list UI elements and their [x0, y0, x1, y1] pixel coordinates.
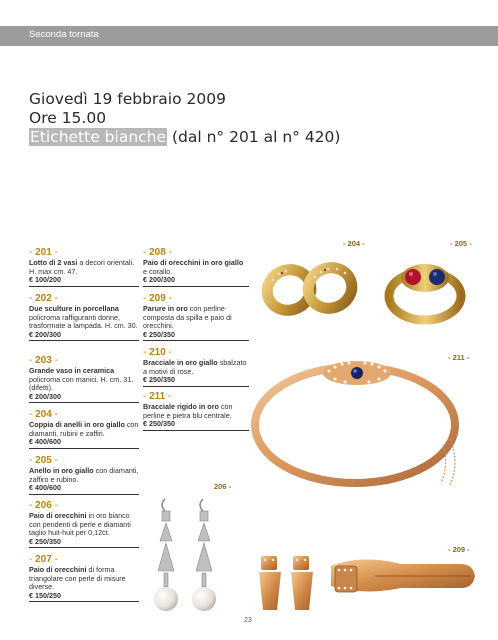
lot-price: € 200/300 [29, 393, 139, 404]
lot-number: - 208 - [143, 247, 172, 258]
lot-number: - 204 - [29, 409, 58, 420]
lot-desc: con perline composta da spilla e paio di orecchini. [143, 304, 232, 331]
lot-title: Bracciale in oro giallo [143, 358, 218, 367]
lot-number: - 203 - [29, 355, 58, 366]
lot-desc: e corallo. [143, 266, 173, 276]
page-number: 23 [244, 617, 252, 624]
lot-desc: policroma con manici. H. cm. 31. (difetti). [29, 374, 134, 393]
lot-number: - 202 - [29, 293, 58, 304]
lot-price: € 250/350 [143, 331, 249, 342]
lot-price: € 250/350 [29, 538, 139, 549]
lot-number: - 201 - [29, 247, 58, 258]
lot-205 [29, 455, 139, 496]
lot-price: € 150/250 [29, 592, 139, 603]
bangle-bracelet-image [245, 335, 475, 495]
lot-title: Grande vaso in ceramica [29, 366, 115, 375]
photo-label-204: - 204 - [343, 239, 365, 248]
section-header-bar [0, 26, 498, 46]
lot-price: € 400/600 [29, 484, 139, 495]
lot-206 [29, 500, 139, 549]
session-range: (dal n° 201 al n° 420) [167, 128, 341, 146]
lot-title: Bracciale rigido in oro [143, 402, 219, 411]
lot-204 [29, 409, 139, 450]
gold-parure-image [255, 552, 477, 614]
session-label-highlight: Etichette bianche [30, 128, 167, 146]
lot-desc: in oro bianco con pendenti di perle e diamanti taglio huit-huit per 0,12ct. [29, 511, 131, 538]
lot-price: € 250/350 [143, 376, 249, 387]
lot-title: Parure in oro [143, 304, 188, 313]
lot-price: € 100/200 [29, 276, 139, 287]
lot-number: - 206 - [29, 500, 58, 511]
session-labels [29, 128, 340, 147]
lot-title: Due sculture in porcellana [29, 304, 119, 313]
lot-price: € 200/300 [143, 276, 249, 287]
lot-number: - 209 - [143, 293, 172, 304]
lot-number: - 207 - [29, 554, 58, 565]
pair-of-rings-image [255, 250, 365, 322]
lot-title: Anello in oro giallo [29, 466, 94, 475]
photo-label-205: - 205 - [450, 239, 472, 248]
lot-desc: di forma triangolare con perle di misure diverse. [29, 565, 126, 592]
lot-title: Paio di orecchini [29, 511, 87, 520]
photo-label-209: - 209 - [448, 545, 470, 554]
pearl-earrings-image [145, 493, 240, 618]
lot-title: Paio di orecchini [29, 565, 87, 574]
lot-211 [143, 391, 249, 432]
session-time: Ore 15.00 [29, 109, 107, 127]
lot-desc: con diamanti, zaffiro e rubino. [29, 466, 139, 484]
session-info [29, 90, 340, 147]
lot-208 [143, 247, 249, 288]
lot-207 [29, 554, 139, 603]
lot-number: - 211 - [143, 391, 172, 402]
lot-209 [143, 293, 249, 342]
lot-210 [143, 347, 249, 388]
lot-desc: con perline e pietra blu centrale. [143, 402, 233, 420]
lot-title: Lotto di 2 vasi [29, 258, 78, 267]
lot-desc: sbalzato a motivi di rose. [143, 358, 247, 376]
lot-price: € 400/600 [29, 438, 139, 449]
lot-desc: a decori orientali. H. max cm. 47. [29, 258, 135, 276]
photo-label-206: 206 - [214, 482, 232, 491]
lot-number: - 205 - [29, 455, 58, 466]
lot-201 [29, 247, 139, 288]
lot-202 [29, 293, 139, 342]
lot-title: Coppia di anelli in oro giallo [29, 420, 125, 429]
lot-desc: con diamanti, rubini e zaffiri. [29, 420, 139, 438]
photo-label-211: - 211 - [448, 353, 470, 362]
lot-title: Paio di orecchini in oro giallo [143, 258, 244, 267]
lot-desc: policroma raffiguranti donne, trasformate a lampada. H. cm. 30. [29, 312, 138, 331]
lot-number: - 210 - [143, 347, 172, 358]
session-date: Giovedì 19 febbraio 2009 [29, 90, 226, 108]
lot-price: € 250/350 [143, 420, 249, 431]
lot-203 [29, 355, 139, 404]
lot-price: € 200/300 [29, 331, 139, 342]
section-title: Seconda tornata [29, 29, 99, 40]
ring-ruby-sapphire-image [370, 248, 480, 328]
